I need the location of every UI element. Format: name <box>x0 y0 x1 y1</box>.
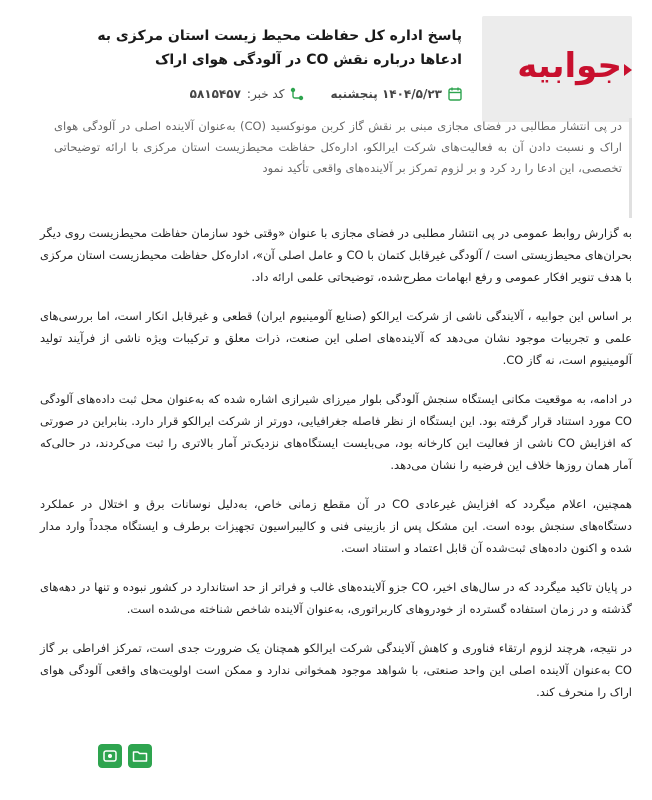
article-body <box>40 222 632 720</box>
arrow-icon <box>624 64 632 76</box>
news-code: ۵۸۱۵۴۵۷ <box>189 87 241 101</box>
article-header <box>0 8 652 118</box>
article-title: پاسخ اداره کل حفاظت محیط زیست استان مرکزی به ادعاها درباره نقش CO در آلودگی هوای اراک <box>97 28 462 68</box>
body-paragraph: در پایان تاکید میگردد که در سال‌های اخیر، CO جزو آلاینده‌های غالب و فراتر از حد استاندارد در کشور نبوده و تنها در دهه‌های گذشته و در زمان استفاده گسترده از خودروهای کاربراتوری، به‌عنوان آلاینده شاخص شناخته می‌شده است. <box>40 580 632 616</box>
calendar-icon <box>448 87 462 101</box>
footer-actions <box>98 744 152 768</box>
article-date: ۱۴۰۴/۵/۲۳ پنجشنبه <box>330 87 442 101</box>
news-code-label: کد خبر: <box>246 87 285 101</box>
body-paragraph: همچنین، اعلام میگردد که افزایش غیرعادی CO در آن مقطع زمانی خاص، به‌دلیل نوسانات برق و اختلال در عملکرد دستگاه‌های سنجش بوده است. این مشکل پس از بازبینی فنی و کالیبراسیون تجهیزات برطرف و ایستگاه مجدداً وارد مدار شده و اکنون داده‌های ثبت‌شده آن قابل اعتماد و استناد است. <box>40 497 632 555</box>
body-paragraph: بر اساس این جوابیه ، آلایندگی ناشی از شرکت ایرالکو (صنایع آلومینیوم ایران) قطعی و غیرقابل انکار است، اما بررسی‌های علمی و تجربیات موجود نشان می‌دهد که آلاینده‌های اصلی این صنعت، ذرات معلق و ترکیبات ویژه ناشی از فرآیند تولید آلومینیوم است، نه گاز CO. <box>40 309 632 367</box>
article-thumbnail[interactable] <box>482 16 632 122</box>
article-meta <box>52 84 462 104</box>
article-lead: در پی انتشار مطالبی در فضای مجازی مبنی بر نقش گاز کربن مونوکسید (CO) به‌عنوان آلاینده اصلی در آلودگی هوای اراک و نسبت دادن آن به فعالیت‌های شرکت ایرالکو، اداره‌کل حفاظت محیط‌زیست استان مرکزی با ارائه توضیحاتی تخصصی، این ادعا را رد کرد و بر لزوم تمرکز بر آلاینده‌های واقعی تأکید نمود <box>54 119 622 175</box>
folder-icon[interactable] <box>128 744 152 768</box>
thumbnail-text: جوابیه <box>517 46 622 86</box>
body-paragraph: در ادامه، به موقعیت مکانی ایستگاه سنجش آلودگی بلوار میرزای شیرازی اشاره شده که به‌عنوان محل ثبت داده‌های آلودگی CO مورد استناد قرار گرفته بود. این ایستگاه از نظر فاصله جغرافیایی، دورتر از شرکت ایرالکو قرار دارد. بنابراین در صورتی که افزایش CO ناشی از فعالیت این کارخانه بود، می‌بایست ایستگاه‌های نزدیک‌تر آمار بالاتری را ثبت می‌کردند، در حالی‌که آمار همان روزها خلاف این فرضیه را نشان می‌دهد. <box>40 392 633 472</box>
share-icon[interactable] <box>98 744 122 768</box>
link-icon <box>290 87 304 101</box>
body-paragraph: در نتیجه، هرچند لزوم ارتقاء فناوری و کاهش آلایندگی شرکت ایرالکو همچنان یک ضرورت جدی است، تمرکز افراطی بر گاز CO به‌عنوان آلاینده اصلی این واحد صنعتی، با شواهد موجود همخوانی ندارد و ممکن است اولویت‌های واقعی آلودگی هوای اراک را منحرف کند. <box>40 641 632 699</box>
body-paragraph: به گزارش روابط عمومی در پی انتشار مطلبی در فضای مجازی با عنوان «وقتی خود سازمان حفاظت محیط‌زیست روی دیگر بحران‌های محیط‌زیستی است / آلودگی غیرقابل کتمان با CO و عامل اصلی آن»، اداره‌کل حفاظت محیط‌زیست استان مرکزی با هدف تنویر افکار عمومی و رفع ابهامات مطرح‌شده، توضیحاتی علمی ارائه داد. <box>40 226 632 284</box>
